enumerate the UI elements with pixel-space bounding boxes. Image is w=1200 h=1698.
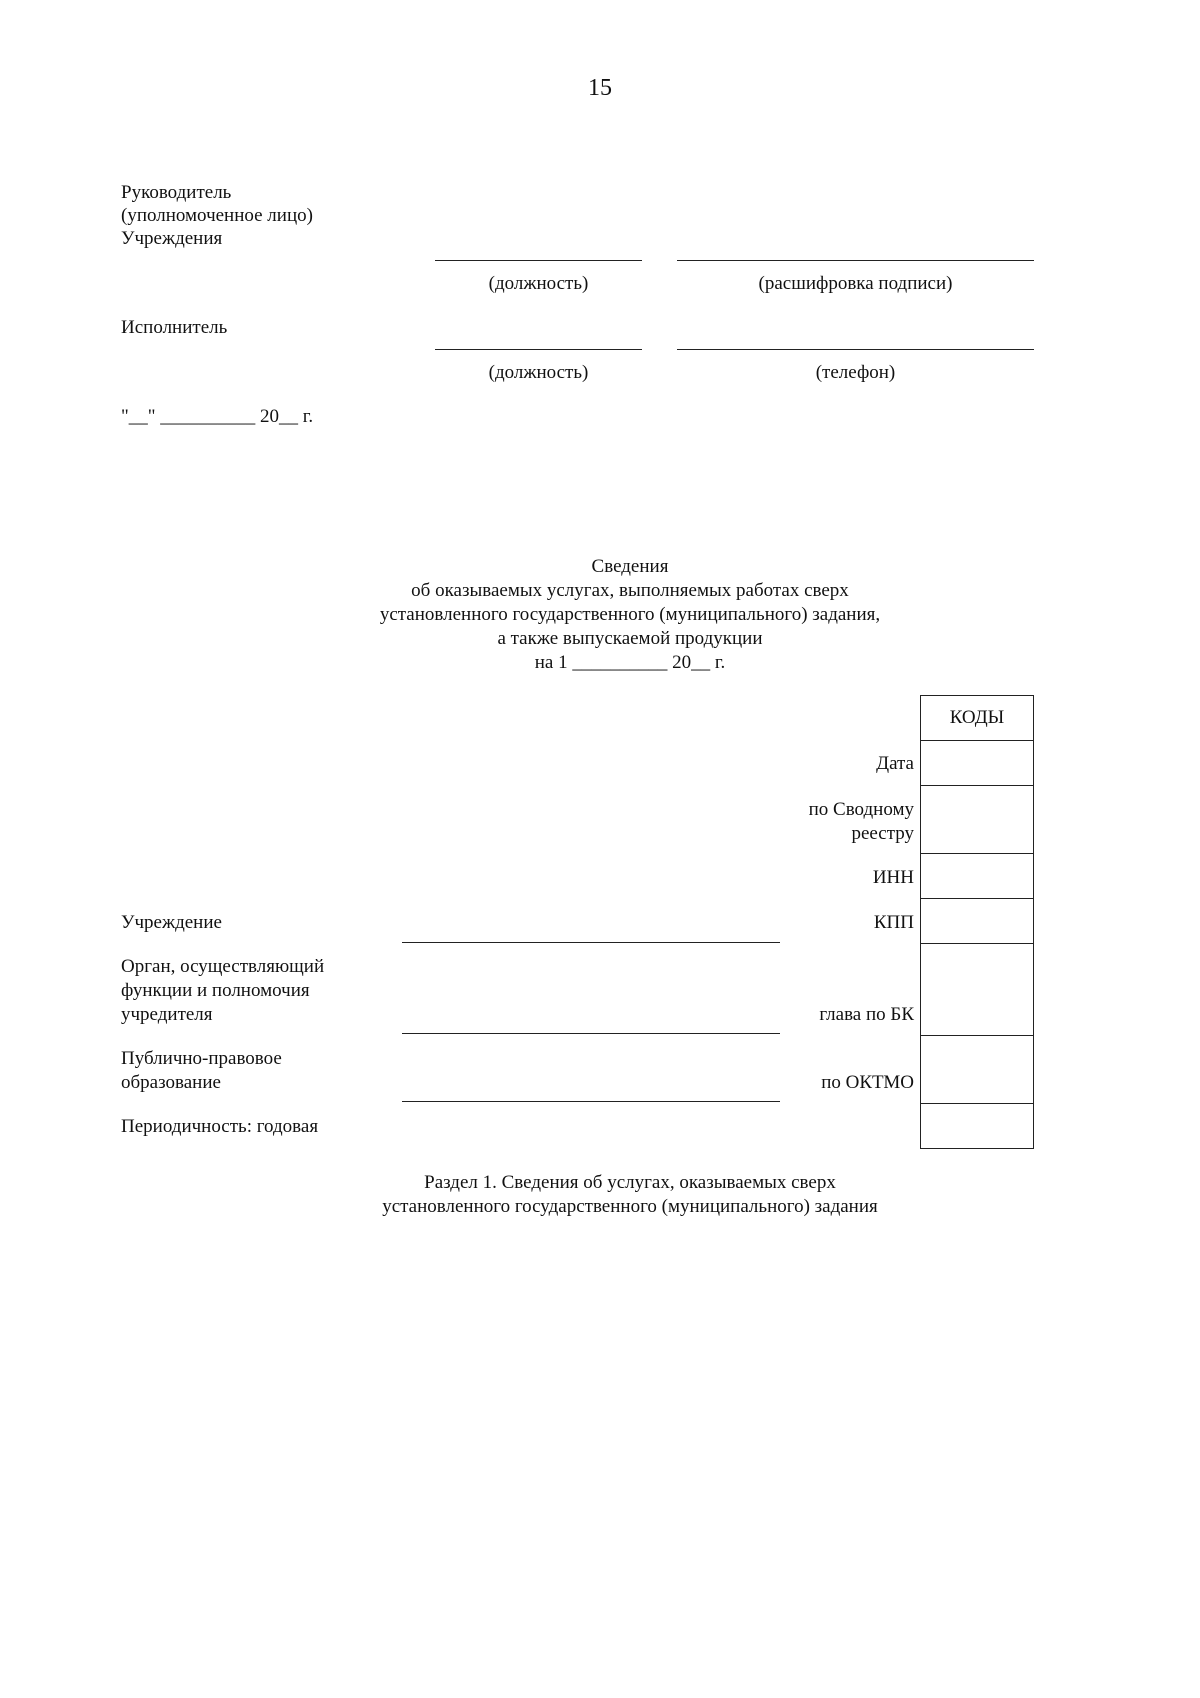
codes-header: КОДЫ: [921, 696, 1034, 741]
founder-line-2: функции и полномочия: [121, 980, 310, 1001]
label-kpp: КПП: [873, 912, 914, 933]
heading-line-3: установленного государственного (муниципального) задания,: [379, 604, 881, 625]
municipality-line: [402, 1101, 780, 1102]
label-oktmo: по ОКТМО: [821, 1072, 914, 1093]
page-number: 15: [588, 75, 612, 101]
head-label-line-1: Руководитель: [121, 182, 232, 203]
date-line: "__" __________ 20__ г.: [121, 406, 314, 427]
heading-line-2: об оказываемых услугах, выполняемых работах сверх: [411, 580, 849, 601]
founder-line-1: Орган, осуществляющий: [121, 956, 325, 977]
code-cell-date: [921, 741, 1034, 786]
executor-caption-position: (должность): [488, 362, 589, 383]
label-registry-1: по Сводному: [808, 799, 914, 820]
label-registry-2: реестру: [851, 823, 914, 844]
head-caption-position: (должность): [488, 273, 589, 294]
executor-label: Исполнитель: [121, 317, 228, 338]
periodicity-label: Периодичность: годовая: [121, 1116, 319, 1137]
municipality-line-1: Публично-правовое: [121, 1048, 282, 1069]
municipality-line-2: образование: [121, 1072, 221, 1093]
head-caption-signature: (расшифровка подписи): [758, 273, 953, 294]
head-position-line: [435, 260, 642, 261]
founder-line-3: учредителя: [121, 1004, 213, 1025]
label-glava: глава по БК: [819, 1004, 914, 1025]
codes-table: [920, 695, 1034, 1149]
code-cell-kpp: [921, 899, 1034, 944]
head-label-line-3: Учреждения: [121, 228, 223, 249]
section-line-2: установленного государственного (муниципального) задания: [382, 1196, 878, 1217]
executor-position-line: [435, 349, 642, 350]
executor-phone-line: [677, 349, 1034, 350]
executor-caption-phone: (телефон): [815, 362, 896, 383]
code-cell-registry: [921, 786, 1034, 854]
code-cell-inn: [921, 854, 1034, 899]
code-cell-glava: [921, 944, 1034, 1036]
label-inn: ИНН: [872, 867, 914, 888]
founder-line: [402, 1033, 780, 1034]
institution-label: Учреждение: [121, 912, 222, 933]
head-label-line-2: (уполномоченное лицо): [121, 205, 313, 226]
code-cell-periodicity: [921, 1104, 1034, 1149]
heading-line-1: Сведения: [591, 556, 669, 577]
heading-line-5: на 1 __________ 20__ г.: [534, 652, 726, 673]
head-signature-line: [677, 260, 1034, 261]
label-date: Дата: [876, 753, 914, 774]
heading-line-4: а также выпускаемой продукции: [497, 628, 763, 649]
code-cell-oktmo: [921, 1036, 1034, 1104]
institution-line: [402, 942, 780, 943]
section-line-1: Раздел 1. Сведения об услугах, оказываемых сверх: [424, 1172, 836, 1193]
